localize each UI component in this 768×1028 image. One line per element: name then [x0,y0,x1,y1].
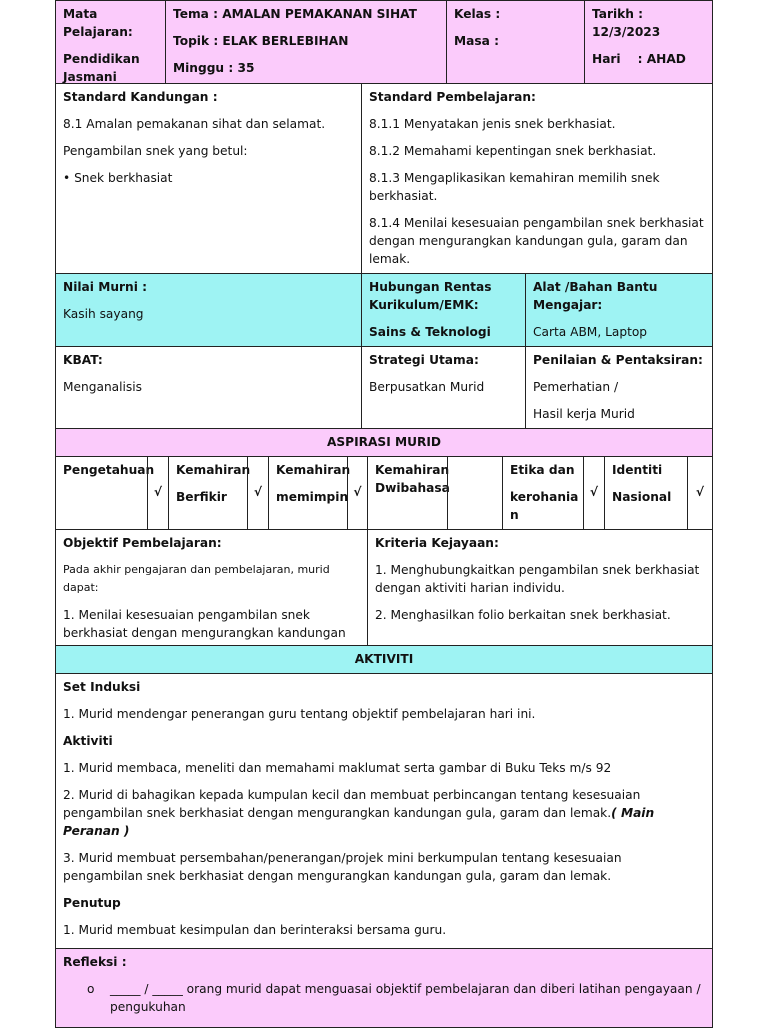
kbat-title: KBAT: [63,353,103,367]
emk-value: Sains & Teknologi [369,325,491,339]
hari-value: : AHAD [637,52,686,66]
aktiviti-item [63,786,705,840]
pembelajaran-title: Standard Pembelajaran: [369,90,536,104]
aspirasi-item [604,456,688,530]
subject-value: Pendidikan Jasmani [63,52,140,84]
emk-cell [361,273,526,347]
refleksi-item [63,980,705,1016]
refleksi-title: Refleksi : [63,955,127,969]
aspirasi-label: Nasional [612,490,672,504]
aspirasi-label: Dwibahasa [375,481,450,495]
aspirasi-label: kerohania [510,490,579,504]
check-mark-value: √ [589,485,599,499]
kriteria-item: 2. Menghasilkan folio berkaitan snek berkhasiat. [375,608,671,622]
tarikh: Tarikh : 12/3/2023 [592,7,661,39]
aspirasi-label: memimpin [276,490,349,504]
aspirasi-title: ASPIRASI MURID [55,428,713,457]
penilaian-item: Pemerhatian / [533,380,619,394]
minggu: Minggu : 35 [173,61,255,75]
header-row [55,0,713,84]
pembelajaran-item: 8.1.4 Menilai kesesuaian pengambilan snek berkhasiat dengan mengurangkan kandungan gula, garam dan lemak. [369,216,704,266]
kbat-row [55,346,713,429]
nilai-value: Kasih sayang [63,307,144,321]
aspirasi-label: Kemahiran [176,463,251,477]
check-mark [687,456,713,530]
aspirasi-item [168,456,251,530]
strategi-value: Berpusatkan Murid [369,380,485,394]
penilaian-item: Hasil kerja Murid [533,407,635,421]
check-mark-value: √ [253,485,263,499]
subject-label: Mata Pelajaran: [63,7,133,39]
masa: Masa : [454,34,499,48]
hari-label: Hari [592,52,621,66]
aspirasi-label: Kemahiran [276,463,351,477]
kriteria-title: Kriteria Kejayaan: [375,536,499,550]
set-induksi-title: Set Induksi [63,680,141,694]
pembelajaran-item: 8.1.2 Memahami kepentingan snek berkhasiat. [369,144,657,158]
aspirasi-label: Identiti [612,463,663,477]
aktiviti-row [55,673,713,949]
aktiviti-item: 1. Murid membaca, meneliti dan memahami maklumat serta gambar di Buku Teks m/s 92 [63,761,612,775]
tema: Tema : AMALAN PEMAKANAN SIHAT [173,7,417,21]
alat-cell [525,273,713,347]
aspirasi-label: Kemahiran [375,463,450,477]
kandungan-item: 8.1 Amalan pemakanan sihat dan selamat. [63,117,326,131]
date-cell [584,0,713,84]
aktiviti-item-text: 2. Murid di bahagikan kepada kumpulan kecil dan membuat perbincangan tentang kesesuaian pengambilan snek berkhasiat dengan mengurangkan kandungan gula, garam dan lemak. [63,788,641,820]
subject-cell [55,0,166,84]
standard-kandungan-cell [55,83,362,274]
kandungan-title: Standard Kandungan : [63,90,218,104]
aspirasi-label: Etika dan [510,463,575,477]
aspirasi-item [502,456,584,530]
aktiviti-item: 3. Murid membuat persembahan/penerangan/projek mini berkumpulan tentang kesesuaian pengambilan snek berkhasiat dengan mengurangkan kandungan gula, garam dan lemak. [63,851,622,883]
topik: Topik : ELAK BERLEBIHAN [173,34,349,48]
topic-cell [165,0,447,84]
aktiviti-title: AKTIVITI [55,645,713,674]
aspirasi-item [367,456,448,530]
aspirasi-item [268,456,351,530]
check-mark [447,456,503,530]
penutup-title: Penutup [63,896,121,910]
check-mark [147,456,169,530]
check-mark [247,456,269,530]
strategi-title: Strategi Utama: [369,353,479,367]
nilai-row [55,273,713,347]
check-mark [583,456,605,530]
objektif-item: 1. Menilai kesesuaian pengambilan snek berkhasiat dengan mengurangkan kandungan [63,608,346,640]
kbat-cell [55,346,362,429]
kelas: Kelas : [454,7,501,21]
refleksi-row [55,948,713,1028]
check-mark-value: √ [353,485,362,499]
kriteria-item: 1. Menghubungkaitkan pengambilan snek berkhasiat dengan aktiviti harian individu. [375,563,700,595]
objektif-cell [55,529,368,646]
aktiviti-subtitle: Aktiviti [63,734,113,748]
check-mark-value: √ [153,485,163,499]
lesson-plan [55,0,713,1024]
pembelajaran-item: 8.1.1 Menyatakan jenis snek berkhasiat. [369,117,616,131]
strategi-cell [361,346,526,429]
bullet-icon: o [87,982,95,996]
kandungan-item: • Snek berkhasiat [63,171,173,185]
penutup-item: 1. Murid membuat kesimpulan dan berinteraksi bersama guru. [63,923,447,937]
aspirasi-label: Berfikir [176,490,227,504]
check-mark [347,456,368,530]
aspirasi-label: Pengetahuan [63,463,155,477]
aspirasi-title-row [55,428,713,457]
kriteria-cell [367,529,713,646]
alat-title: Alat /Bahan Bantu Mengajar: [533,280,658,312]
pembelajaran-item: 8.1.3 Mengaplikasikan kemahiran memilih snek berkhasiat. [369,171,660,203]
alat-value: Carta ABM, Laptop [533,325,648,339]
aktiviti-body [55,673,713,949]
nilai-title: Nilai Murni : [63,280,147,294]
aspirasi-item [55,456,155,530]
aktiviti-item-role: ( Main Peranan ) [63,806,655,838]
class-cell [446,0,585,84]
nilai-cell [55,273,362,347]
check-mark-value: √ [695,485,705,499]
kandungan-item: Pengambilan snek yang betul: [63,144,248,158]
refleksi-cell [55,948,713,1028]
objektif-title: Objektif Pembelajaran: [63,536,222,550]
aktiviti-title-row [55,645,713,674]
set-induksi-item: 1. Murid mendengar penerangan guru tentang objektif pembelajaran hari ini. [63,707,536,721]
emk-title: Hubungan Rentas Kurikulum/EMK: [369,280,492,312]
penilaian-title: Penilaian & Pentaksiran: [533,353,703,367]
penilaian-cell [525,346,713,429]
objektif-row [55,529,713,646]
objektif-intro: Pada akhir pengajaran dan pembelajaran, murid dapat: [63,563,330,594]
aspirasi-row [55,456,713,530]
standard-pembelajaran-cell [361,83,713,274]
aspirasi-label: n [510,508,519,522]
standards-row [55,83,713,274]
kbat-value: Menganalisis [63,380,142,394]
refleksi-text: _____ / _____ orang murid dapat menguasai objektif pembelajaran dan diberi latihan pengayaan / pengukuhan [110,982,701,1014]
